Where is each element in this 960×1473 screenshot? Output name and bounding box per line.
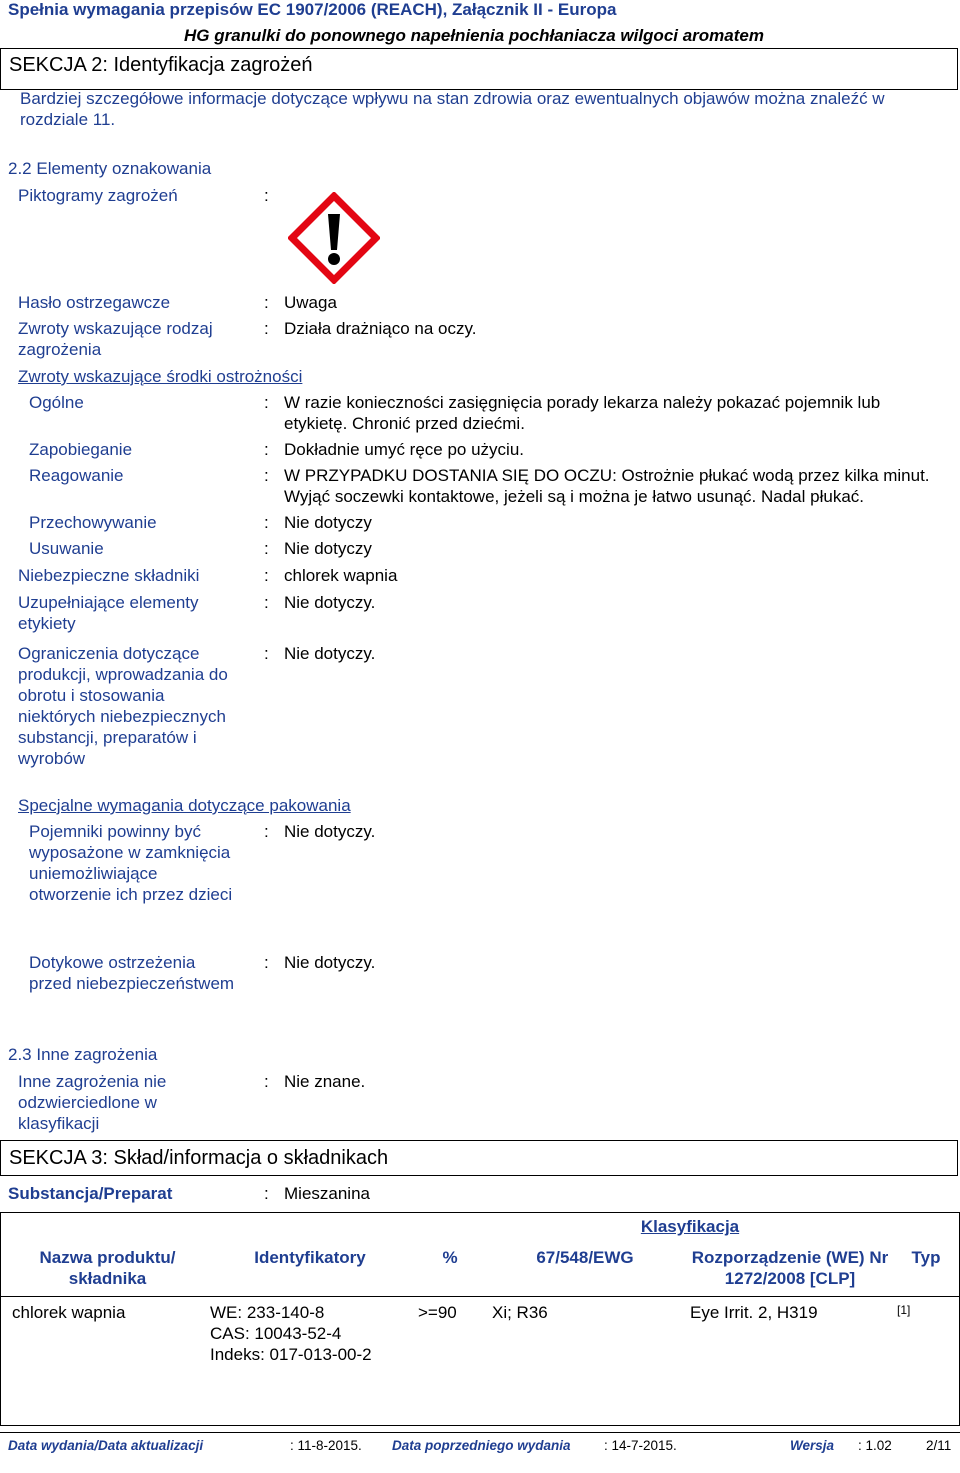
- footer-previous-date: : 14-7-2015.: [604, 1438, 677, 1453]
- th-identifiers: Identyfikatory: [254, 1248, 366, 1267]
- section-2-title: SEKCJA 2: Identyfikacja zagrożeń: [9, 54, 313, 76]
- supplemental-value: Nie dotyczy.: [284, 593, 376, 612]
- th-product-name: Nazwa produktu/ składnika: [39, 1248, 176, 1288]
- colon: :: [264, 822, 269, 841]
- footer-version: : 1.02: [858, 1438, 892, 1453]
- restrictions-value: Nie dotyczy.: [284, 644, 376, 663]
- tactile-warning-value: Nie dotyczy.: [284, 953, 376, 972]
- colon: :: [264, 319, 269, 338]
- classification-header: Klasyfikacja: [640, 1217, 740, 1236]
- colon: :: [264, 1072, 269, 1091]
- exclamation-mark-ghs07-icon: [288, 192, 380, 284]
- precautionary-heading: Zwroty wskazujące środki ostrożności: [18, 367, 303, 386]
- child-closure-label: Pojemniki powinny być wyposażone w zamknięcia uniemożliwiające otworzenie ich przez dzieci: [29, 822, 233, 904]
- restrictions-label: Ograniczenia dotyczące produkcji, wprowadzania do obrotu i stosowania niektórych niebezpiecznych substancji, preparatów i wyrobów: [18, 644, 228, 768]
- footer-version-label: Wersja: [790, 1438, 835, 1453]
- colon: :: [264, 1184, 269, 1203]
- prevention-value: Dokładnie umyć ręce po użyciu.: [284, 440, 525, 459]
- other-hazards-value: Nie znane.: [284, 1072, 366, 1091]
- table-cell-name: chlorek wapnia: [12, 1303, 126, 1322]
- storage-value: Nie dotyczy: [284, 513, 372, 532]
- colon: :: [264, 293, 269, 312]
- section-2-title-box: [0, 48, 958, 90]
- storage-label: Przechowywanie: [29, 513, 157, 532]
- th-clp: Rozporządzenie (WE) Nr 1272/2008 [CLP]: [691, 1248, 889, 1288]
- colon: :: [264, 186, 269, 205]
- signal-word-label: Hasło ostrzegawcze: [18, 293, 171, 312]
- table-cell-percent: >=90: [418, 1303, 457, 1322]
- colon: :: [264, 440, 269, 459]
- colon: :: [264, 513, 269, 532]
- colon: :: [264, 566, 269, 585]
- signal-word-value: Uwaga: [284, 293, 337, 312]
- th-67-548-ewg: 67/548/EWG: [536, 1248, 634, 1267]
- hazard-statements-value: Działa drażniąco na oczy.: [284, 319, 477, 338]
- general-value: W razie konieczności zasięgnięcia porady lekarza należy pokazać pojemnik lub etykietę. Chronić przed dziećmi.: [284, 393, 881, 433]
- table-cell-clp: Eye Irrit. 2, H319: [690, 1303, 818, 1322]
- regulation-header: Spełnia wymagania przepisów EC 1907/2006 (REACH), Załącznik II - Europa: [8, 0, 617, 19]
- table-cell-id-index: Indeks: 017-013-00-2: [210, 1345, 372, 1364]
- table-cell-dsd: Xi; R36: [492, 1303, 548, 1322]
- subsection-2-3: 2.3 Inne zagrożenia: [8, 1045, 158, 1064]
- colon: :: [264, 953, 269, 972]
- response-value: W PRZYPADKU DOSTANIA SIĘ DO OCZU: Ostrożnie płukać wodą przez kilka minut. Wyjąć soczewki kontaktowe, jeżeli są i można je łatwo usunąć. Nadal płukać.: [284, 466, 930, 506]
- subsection-2-2: 2.2 Elementy oznakowania: [8, 159, 212, 178]
- footer-rule: [0, 1432, 960, 1433]
- pictograms-label: Piktogramy zagrożeń: [18, 186, 178, 205]
- footer-issue-date: : 11-8-2015.: [290, 1438, 362, 1453]
- child-closure-value: Nie dotyczy.: [284, 822, 376, 841]
- supplemental-label: Uzupełniające elementy etykiety: [18, 593, 199, 633]
- colon: :: [264, 644, 269, 663]
- table-cell-type: [1]: [897, 1303, 911, 1317]
- footer-issue-label: Data wydania/Data aktualizacji: [8, 1438, 204, 1453]
- table-divider: [0, 1296, 960, 1297]
- product-name: HG granulki do ponownego napełnienia pochłaniacza wilgoci aromatem: [184, 26, 764, 45]
- prevention-label: Zapobieganie: [29, 440, 133, 459]
- tactile-warning-label: Dotykowe ostrzeżenia przed niebezpieczeństwem: [29, 953, 235, 993]
- colon: :: [264, 539, 269, 558]
- colon: :: [264, 593, 269, 612]
- section-3-title: SEKCJA 3: Skład/informacja o składnikach: [9, 1147, 389, 1169]
- section-2-intro: Bardziej szczegółowe informacje dotyczące wpływu na stan zdrowia oraz ewentualnych objawów można znaleźć w rozdziale 11.: [20, 89, 885, 129]
- table-cell-id-cas: CAS: 10043-52-4: [210, 1324, 342, 1343]
- disposal-label: Usuwanie: [29, 539, 104, 558]
- substance-label: Substancja/Preparat: [8, 1184, 173, 1203]
- table-cell-id-ec: WE: 233-140-8: [210, 1303, 325, 1322]
- substance-value: Mieszanina: [284, 1184, 370, 1203]
- other-hazards-label: Inne zagrożenia nie odzwierciedlone w klasyfikacji: [18, 1072, 167, 1133]
- colon: :: [264, 393, 269, 412]
- th-type: Typ: [911, 1248, 941, 1267]
- hazardous-components-value: chlorek wapnia: [284, 566, 398, 585]
- footer-page-number: 2/11: [926, 1438, 952, 1453]
- response-label: Reagowanie: [29, 466, 124, 485]
- general-label: Ogólne: [29, 393, 84, 412]
- section-3-title-box: [0, 1140, 958, 1176]
- th-percent: %: [442, 1248, 458, 1267]
- packaging-heading: Specjalne wymagania dotyczące pakowania: [18, 796, 351, 815]
- hazard-statements-label: Zwroty wskazujące rodzaj zagrożenia: [18, 319, 213, 359]
- disposal-value: Nie dotyczy: [284, 539, 372, 558]
- colon: :: [264, 466, 269, 485]
- footer-previous-label: Data poprzedniego wydania: [392, 1438, 571, 1453]
- hazardous-components-label: Niebezpieczne składniki: [18, 566, 200, 585]
